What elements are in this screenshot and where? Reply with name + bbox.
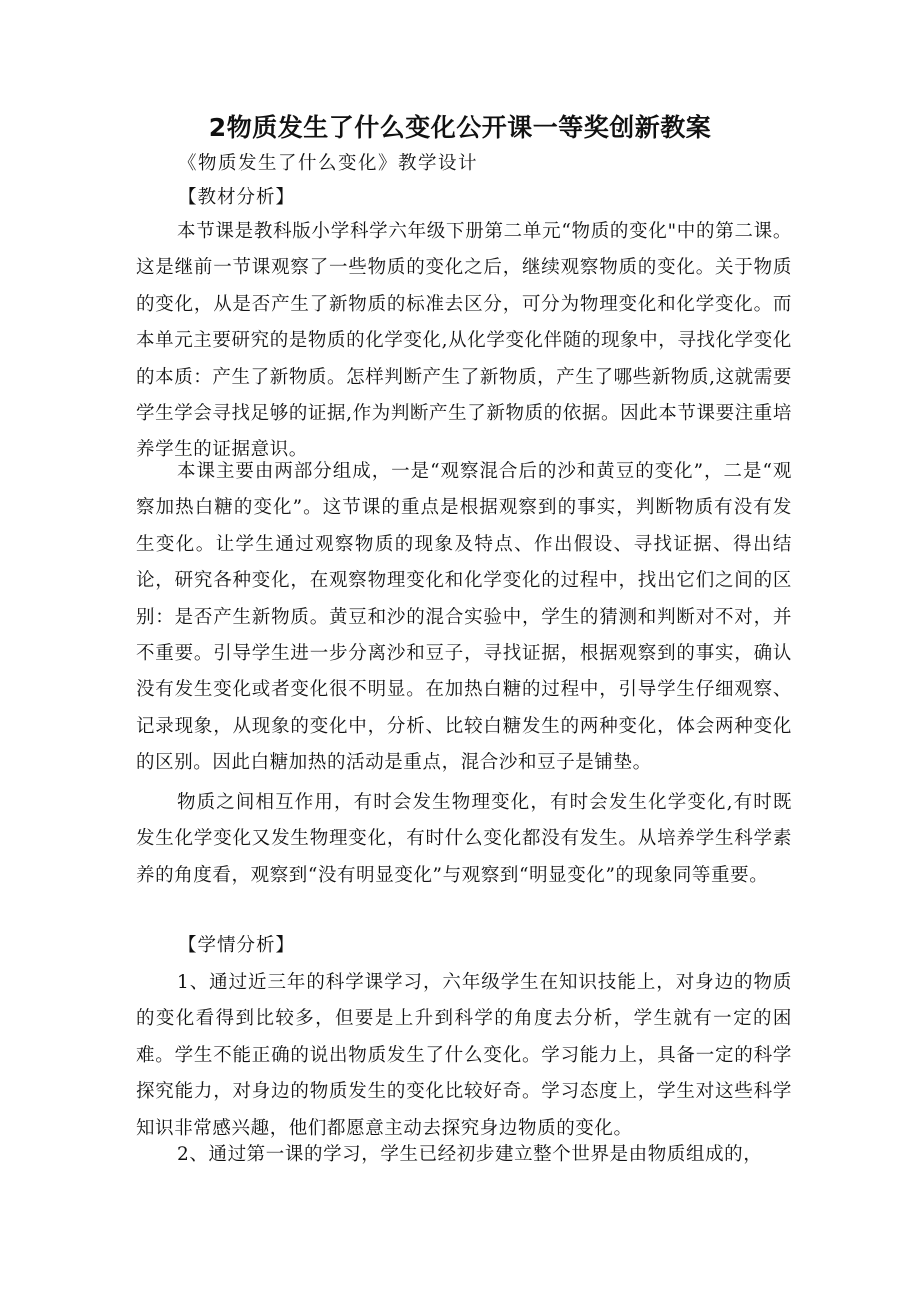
section-heading-textbook-analysis: 【教材分析】 <box>178 187 296 208</box>
paragraph-textbook-analysis-2: 本课主要由两部分组成，一是“观察混合后的沙和黄豆的变化”，二是“观察加热白糖的变化”。这节课的重点是根据观察到的事实，判断物质有没有发生变化。让学生通过观察物质的现象及特点、作出假设、寻找证据、得出结论，研究各种变化，在观察物理变化和化学变化的过程中，找出它们之间的区别：是否产生新物质。黄豆和沙的混合实验中，学生的猜测和判断对不对，并不重要。引导学生进一步分离沙和豆子，寻找证据，根据观察到的事实，确认没有发生变化或者变化很不明显。在加热白糖的过程中，引导学生仔细观察、记录现象，从现象的变化中，分析、比较白糖发生的两种变化，体会两种变化的区别。因此白糖加热的活动是重点，混合沙和豆子是铺垫。 <box>136 461 792 774</box>
paragraph-textbook-analysis-1: 本节课是教科版小学科学六年级下册第二单元“物质的变化"中的第二课。这是继前一节课观察了一些物质的变化之后，继续观察物质的变化。关于物质的变化，从是否产生了新物质的标准去区分，可分为物理变化和化学变化。而本单元主要研究的是物质的化学变化,从化学变化伴随的现象中，寻找化学变化的本质：产生了新物质。怎样判断产生了新物质，产生了哪些新物质,这就需要学生学会寻找足够的证据,作为判断产生了新物质的依据。因此本节课要注重培养学生的证据意识。 <box>136 221 792 461</box>
paragraph-textbook-analysis-3: 物质之间相互作用，有时会发生物理变化，有时会发生化学变化,有时既发生化学变化又发生物理变化，有时什么变化都没有发生。从培养学生科学素养的角度看，观察到“没有明显变化”与观察到“明显变化”的现象同等重要。 <box>136 792 792 886</box>
document-subtitle: 《物质发生了什么变化》教学设计 <box>178 153 479 174</box>
document-title: 2物质发生了什么变化公开课一等奖创新教案 <box>208 113 712 142</box>
paragraph-student-analysis-1: 1、通过近三年的科学课学习，六年级学生在知识技能上，对身边的物质的变化看得到比较多，但要是上升到科学的角度去分析，学生就有一定的困难。学生不能正确的说出物质发生了什么变化。学习能力上，具备一定的科学探究能力，对身边的物质发生的变化比较好奇。学习态度上，学生对这些科学知识非常感兴趣，他们都愿意主动去探究身边物质的变化。 <box>136 972 792 1139</box>
section-heading-student-analysis: 【学情分析】 <box>178 935 296 956</box>
paragraph-student-analysis-2: 2、通过第一课的学习，学生已经初步建立整个世界是由物质组成的， <box>177 1144 763 1165</box>
